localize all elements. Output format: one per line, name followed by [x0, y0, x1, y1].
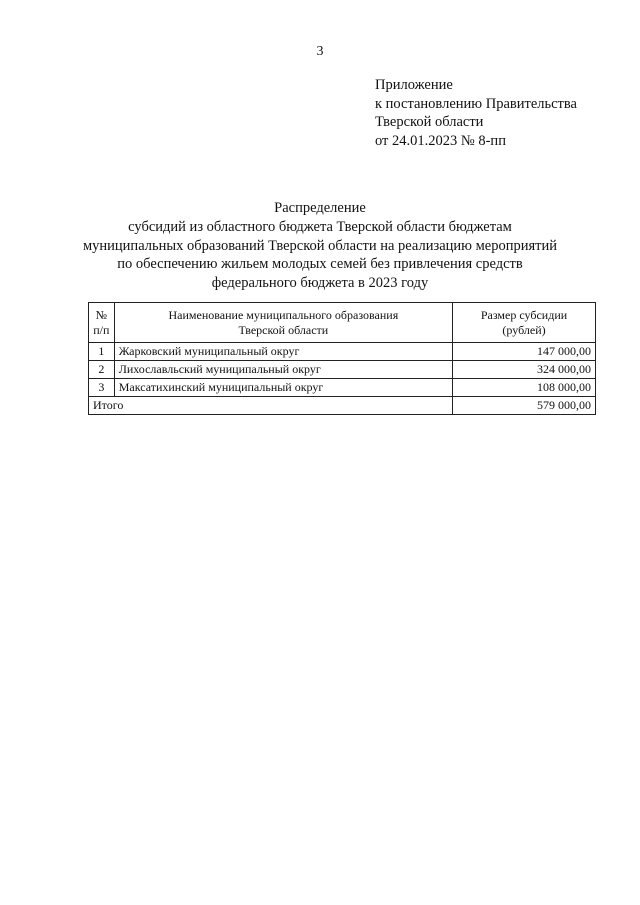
- column-header-amount-line1: Размер субсидии: [480, 308, 568, 322]
- row-amount-cell: 108 000,00: [453, 379, 596, 397]
- document-title: [40, 199, 600, 293]
- subsidy-table: [88, 302, 596, 415]
- title-line: муниципальных образований Тверской области на реализацию мероприятий: [82, 237, 558, 254]
- appendix-line: Тверской области: [375, 114, 484, 130]
- appendix-date-line: от 24.01.2023 № 8-пп: [375, 132, 506, 149]
- row-name-cell: Лихославльский муниципальный округ: [114, 361, 452, 379]
- column-header-amount-line2: (рублей): [502, 323, 546, 337]
- column-header-number: [89, 303, 115, 343]
- column-header-amount: [453, 303, 596, 343]
- total-amount-cell: 579 000,00: [453, 397, 596, 415]
- row-name-cell: Жарковский муниципальный округ: [114, 343, 452, 361]
- table-row: [89, 343, 596, 361]
- table-row: [89, 379, 596, 397]
- total-label-cell: Итого: [89, 397, 453, 415]
- column-header-name: [114, 303, 452, 343]
- appendix-header: [375, 76, 577, 150]
- column-header-name-line2: Тверской области: [238, 323, 329, 337]
- title-line: по обеспечению жильем молодых семей без привлечения средств: [117, 256, 523, 273]
- title-line: субсидий из областного бюджета Тверской области бюджетам: [128, 218, 512, 235]
- row-number-cell: 1: [89, 343, 115, 361]
- table-header: [89, 303, 596, 343]
- row-number-cell: 2: [89, 361, 115, 379]
- table-header-row: [89, 303, 596, 343]
- title-line: федерального бюджета в 2023 году: [211, 275, 429, 292]
- table-total-row: [89, 397, 596, 415]
- table-row: [89, 361, 596, 379]
- row-amount-cell: 324 000,00: [453, 361, 596, 379]
- page-number: 3: [316, 44, 324, 59]
- table-body: [89, 343, 596, 415]
- column-header-number-line2: п/п: [93, 322, 110, 337]
- row-amount-cell: 147 000,00: [453, 343, 596, 361]
- column-header-number-line1: №: [95, 307, 108, 322]
- row-number-cell: 3: [89, 379, 115, 397]
- column-header-name-line1: Наименование муниципального образования: [168, 308, 399, 322]
- appendix-line: Приложение: [375, 77, 453, 93]
- row-name-cell: Максатихинский муниципальный округ: [114, 379, 452, 397]
- appendix-line: к постановлению Правительства: [375, 95, 577, 112]
- title-line: Распределение: [274, 200, 366, 216]
